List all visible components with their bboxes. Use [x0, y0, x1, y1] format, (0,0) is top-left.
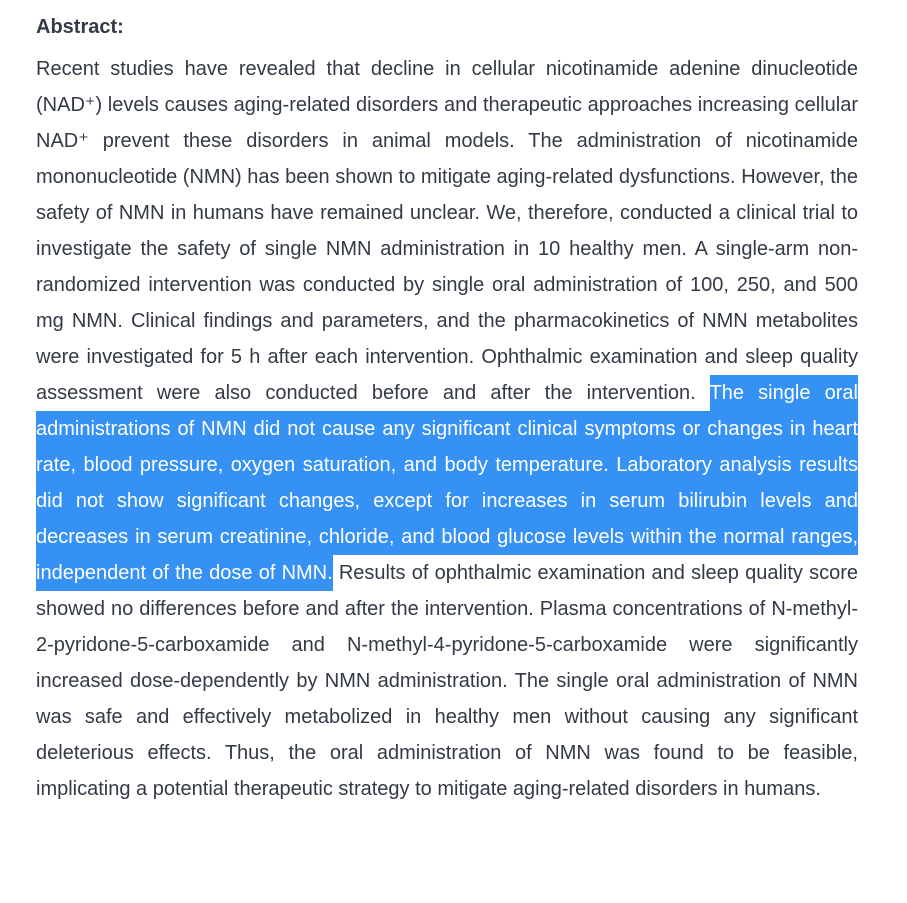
abstract-text-after-selection: Results of ophthalmic examination and sleep quality score showed no differences before and after the intervention. Plasma concentrations of N-methyl-2-pyridone-5-carboxamide and N-methyl-4-pyridone-5-carboxamide were significantly increased dose-dependently by NMN administration. The single oral administration of NMN was safe and effectively metabolized in healthy men without causing any significant deleterious effects. Thus, the oral administration of NMN was found to be feasible, implicating a potential therapeutic strategy to mitigate aging-related disorders in humans.: [36, 562, 858, 800]
abstract-text-before-selection: Recent studies have revealed that decline in cellular nicotinamide adenine dinucleotide (NAD⁺) levels causes aging-related disorders and therapeutic approaches increasing cellular NAD⁺ prevent these disorders in animal models. The administration of nicotinamide mononucleotide (NMN) has been shown to mitigate aging-related dysfunctions. However, the safety of NMN in humans have remained unclear. We, therefore, conducted a clinical trial to investigate the safety of single NMN administration in 10 healthy men. A single-arm non-randomized intervention was conducted by single oral administration of 100, 250, and 500 mg NMN. Clinical findings and parameters, and the pharmacokinetics of NMN metabolites were investigated for 5 h after each intervention. Ophthalmic examination and sleep quality assessment were also conducted before and after the intervention.: [36, 58, 858, 404]
abstract-heading: Abstract:: [36, 16, 124, 38]
selected-text-highlight[interactable]: The single oral administrations of NMN did not cause any significant clinical symptoms or changes in heart rate, blood pressure, oxygen saturation, and body temperature. Laboratory analysis results did not show significant changes, except for increases in serum bilirubin levels and decreases in serum creatinine, chloride, and blood glucose levels within the normal ranges, independent of the dose of NMN.: [36, 375, 858, 591]
abstract-paragraph: [36, 51, 858, 807]
